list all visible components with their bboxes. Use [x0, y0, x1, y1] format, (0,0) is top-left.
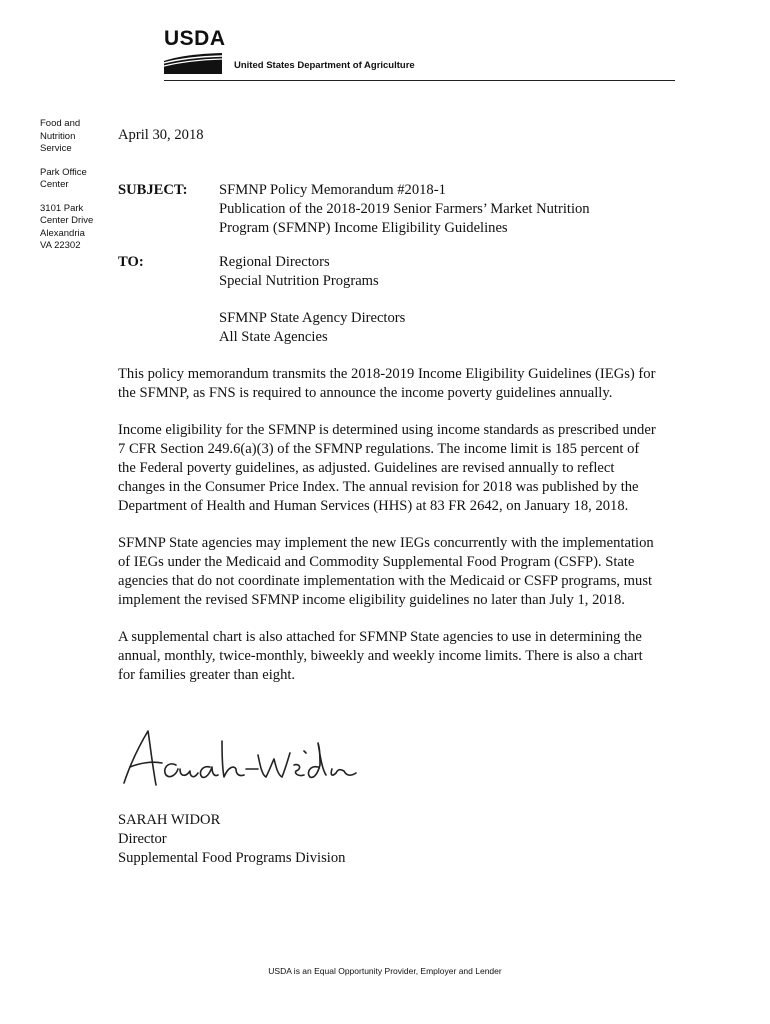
to-label: TO:: [118, 254, 144, 270]
recipients: [219, 253, 658, 347]
signer-name: SARAH WIDOR: [118, 812, 221, 828]
signer-title: Director: [118, 831, 167, 847]
signature-area: [118, 695, 658, 811]
agency-block: [40, 118, 110, 156]
usda-logo-hills-icon: [164, 52, 222, 74]
sidebar-line: 3101 Park: [40, 202, 84, 214]
recipient-line: Regional Directors: [219, 254, 330, 270]
sidebar-line: Center Drive: [40, 215, 94, 226]
department-name: United States Department of Agriculture: [234, 60, 415, 71]
sidebar-line: Food and: [40, 118, 81, 129]
sidebar-line: Park Office: [40, 166, 87, 178]
body-paragraph: Income eligibility for the SFMNP is determined using income standards as prescribed under 7 CFR Section 249.6(a)(3) of the SFMNP regulations. The income limit is 185 percent of the Federal poverty guidelines, as adjusted. Guidelines are revised annually to reflect changes in the Consumer Price Index. The annual revision for 2018 was published by the Department of Health and Human Services (HHS) at 83 FR 2642, on January 18, 2018.: [118, 422, 656, 514]
subject-row: [118, 181, 658, 238]
usda-logo: [164, 27, 226, 74]
subject-label: SUBJECT:: [118, 182, 188, 198]
recipient-line: All State Agencies: [219, 329, 328, 345]
recipient-group: [219, 309, 658, 347]
to-row: [118, 253, 658, 347]
footer-disclaimer: USDA is an Equal Opportunity Provider, Employer and Lender: [268, 966, 502, 976]
sidebar-line: Alexandria: [40, 227, 85, 239]
sidebar-line: Nutrition: [40, 130, 76, 142]
signer-block: [118, 811, 658, 868]
sidebar-line: Center: [40, 179, 69, 190]
sidebar-line: VA 22302: [40, 240, 81, 251]
subject-line: Program (SFMNP) Income Eligibility Guidelines: [219, 220, 508, 236]
subject-line: SFMNP Policy Memorandum #2018-1: [219, 182, 446, 198]
recipient-group: [219, 253, 658, 291]
signer-division: Supplemental Food Programs Division: [118, 850, 346, 866]
office-block: [40, 167, 110, 192]
sidebar-line: Service: [40, 143, 72, 154]
usda-logo-text: USDA: [164, 27, 226, 50]
sidebar-address: [40, 118, 110, 264]
street-address-block: [40, 203, 110, 253]
handwritten-signature: [118, 719, 378, 799]
header-divider: [164, 80, 675, 81]
subject-text: [219, 181, 658, 238]
body-paragraph: This policy memorandum transmits the 2018-2019 Income Eligibility Guidelines (IEGs) for the SFMNP, as FNS is required to announce the income poverty guidelines annually.: [118, 366, 656, 401]
memo-date: April 30, 2018: [118, 127, 204, 143]
recipient-line: Special Nutrition Programs: [219, 273, 379, 289]
memo-body: [118, 126, 658, 868]
recipient-line: SFMNP State Agency Directors: [219, 310, 406, 326]
body-paragraph: SFMNP State agencies may implement the new IEGs concurrently with the implementation of IEGs under the Medicaid and Commodity Supplemental Food Program (CSFP). State agencies that do not coordinate implementation with the Medicaid or CSFP programs, must implement the revised SFMNP income eligibility guidelines no later than July 1, 2018.: [118, 535, 654, 608]
subject-line: Publication of the 2018-2019 Senior Farmers’ Market Nutrition: [219, 201, 590, 217]
body-paragraph: A supplemental chart is also attached for SFMNP State agencies to use in determining the annual, monthly, twice-monthly, biweekly and weekly income limits. There is also a chart for families greater than eight.: [118, 629, 643, 683]
